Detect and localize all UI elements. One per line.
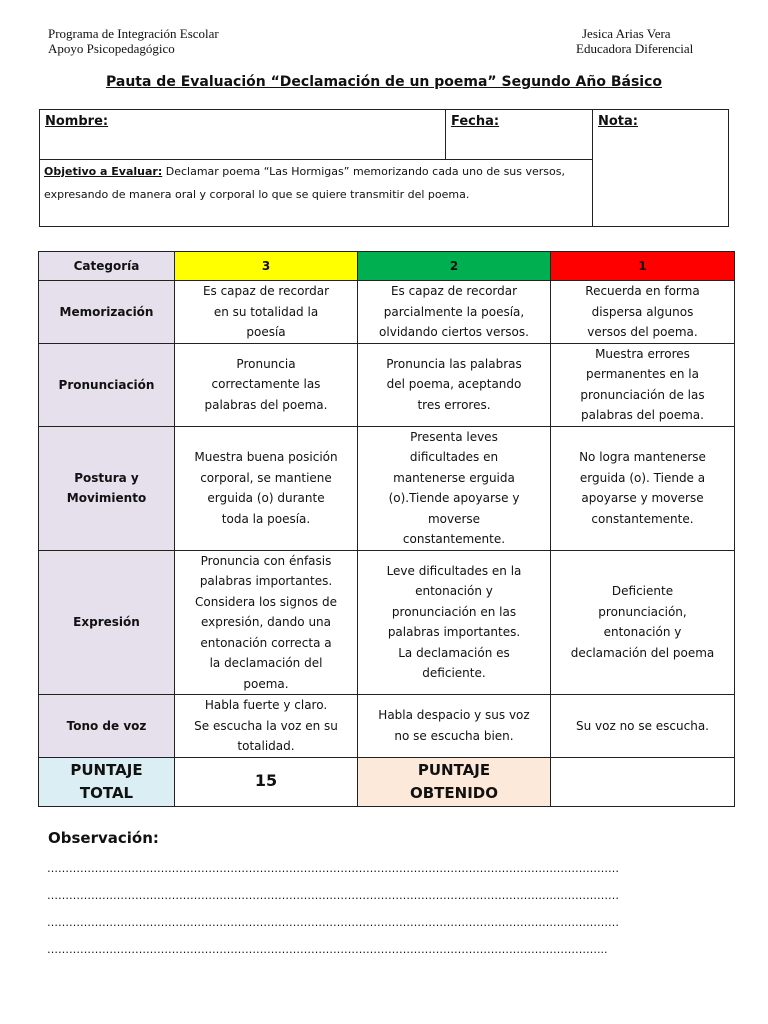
text-line: corporal, se mantiene (200, 470, 332, 485)
text-line: Postura y (74, 471, 139, 485)
pronunciacion-score-3 (175, 343, 358, 426)
nombre-field[interactable] (40, 110, 446, 160)
nota-field[interactable] (593, 110, 729, 227)
row-totals (39, 757, 735, 806)
text-line: apoyarse y moverse (581, 491, 704, 505)
header-categoria: Categoría (39, 252, 175, 281)
fecha-field[interactable] (446, 110, 593, 160)
text-line: erguida (o). Tiende a (579, 470, 706, 485)
tono-score-2 (358, 695, 551, 758)
text-line: palabras del poema. (204, 397, 328, 412)
text-line: constantemente. (591, 511, 694, 526)
program-name: Programa de Integración Escolar (48, 26, 219, 41)
text-line: OBTENIDO (409, 783, 498, 802)
row-memorizacion (39, 281, 735, 344)
text-line: Su voz no se escucha. (575, 718, 709, 733)
text-line: entonación correcta a (200, 635, 332, 650)
author-role: Educadora Diferencial (576, 41, 694, 56)
memorizacion-score-2 (358, 281, 551, 344)
text-line: Habla despacio y sus voz (378, 708, 530, 723)
text-line: del poema, aceptando (386, 377, 522, 392)
nombre-label: Nombre: (45, 114, 109, 129)
objective-label: Objetivo a Evaluar: (44, 165, 163, 178)
observacion-line-4[interactable]: ……………………………………………………………………………………………………………………………………... (47, 943, 608, 956)
category-memorizacion: Memorización (39, 281, 175, 344)
text-line: expresión, dando una (200, 615, 332, 629)
student-info-table (39, 109, 729, 227)
text-line: Pronuncia con énfasis (200, 553, 332, 568)
text-line: poema. (243, 676, 289, 691)
tono-score-3 (175, 695, 358, 758)
objective-text: Declamar poema “Las Hormigas” memorizando cada uno de sus versos, expresando de manera oral y corporal lo que se quiere transmitir del poema. (44, 165, 565, 201)
text-line: TOTAL (79, 783, 134, 802)
memorizacion-score-1 (551, 281, 735, 344)
text-line: pronunciación en las (391, 604, 517, 619)
text-line: palabras importantes. (199, 574, 333, 588)
text-line: dificultades en (409, 450, 499, 464)
category-postura (39, 426, 175, 550)
observacion-line-3[interactable]: ………………………………………………………………………………………………………………………………………… (47, 916, 619, 929)
text-line: erguida (o) durante (207, 491, 325, 505)
header-right (576, 26, 693, 56)
postura-score-3 (175, 426, 358, 550)
text-line: entonación y (415, 584, 493, 599)
text-line: Habla fuerte y claro. (204, 698, 328, 712)
postura-score-1 (551, 426, 735, 550)
text-line: Es capaz de recordar (390, 284, 518, 298)
text-line: Considera los signos de (195, 594, 337, 609)
observacion-line-1[interactable]: ………………………………………………………………………………………………………………………………………… (47, 862, 619, 875)
text-line: constantemente. (402, 532, 506, 546)
text-line: (o).Tiende apoyarse y (388, 491, 520, 505)
puntaje-obtenido-value[interactable] (551, 757, 735, 806)
text-line: Pronuncia (236, 356, 296, 371)
observacion-label: Observación: (48, 829, 159, 847)
text-line: mantenerse erguida (393, 470, 515, 485)
support-name: Apoyo Psicopedagógico (48, 41, 175, 56)
puntaje-obtenido-label (358, 757, 551, 806)
text-line: moverse (427, 511, 481, 526)
expresion-score-2 (358, 550, 551, 695)
expresion-score-1 (551, 550, 735, 695)
fecha-label: Fecha: (451, 114, 500, 129)
header-left (48, 26, 219, 56)
header-score-3: 3 (175, 252, 358, 281)
text-line: permanentes en la (585, 367, 699, 381)
text-line: palabras del poema. (581, 408, 704, 422)
text-line: pronunciación de las (580, 387, 705, 402)
rubric-table (38, 251, 735, 807)
text-line: Muestra errores (595, 346, 690, 361)
text-line: Recuerda en forma (585, 284, 700, 298)
text-line: deficiente. (422, 666, 486, 681)
category-expresion: Expresión (39, 550, 175, 695)
text-line: PUNTAJE (417, 760, 491, 779)
text-line: declamación del poema (570, 645, 715, 660)
text-line: Presenta leves (410, 429, 498, 444)
observacion-line-2[interactable]: ………………………………………………………………………………………………………………………………………… (47, 889, 619, 902)
text-line: poesía (246, 325, 286, 339)
tono-score-1 (551, 695, 735, 758)
text-line: No logra mantenerse (579, 450, 706, 464)
pronunciacion-score-2 (358, 343, 551, 426)
rubric-header-row (39, 252, 735, 281)
text-line: Deficiente (611, 584, 674, 599)
text-line: correctamente las (211, 377, 321, 392)
row-postura (39, 426, 735, 550)
category-tono: Tono de voz (39, 695, 175, 758)
nota-label: Nota: (598, 114, 638, 129)
text-line: Muestra buena posición (194, 450, 338, 464)
header-score-2: 2 (358, 252, 551, 281)
expresion-score-3 (175, 550, 358, 695)
text-line: Se escucha la voz en su (194, 718, 338, 733)
puntaje-total-label (39, 757, 175, 806)
category-pronunciacion: Pronunciación (39, 343, 175, 426)
header-score-1: 1 (551, 252, 735, 281)
memorizacion-score-3 (175, 281, 358, 344)
text-line: en su totalidad la (213, 304, 319, 319)
text-line: totalidad. (237, 739, 295, 753)
text-line: entonación y (603, 625, 682, 640)
text-line: la declamación del (209, 656, 323, 670)
page-title: Pauta de Evaluación “Declamación de un poema” Segundo Año Básico (105, 74, 662, 90)
text-line: La declamación es (398, 645, 510, 660)
text-line: Pronuncia las palabras (386, 356, 522, 371)
pronunciacion-score-1 (551, 343, 735, 426)
text-line: pronunciación, (598, 604, 687, 619)
text-line: no se escucha bien. (394, 728, 514, 743)
text-line: olvidando ciertos versos. (379, 325, 529, 339)
objective-cell (40, 160, 593, 227)
author-name: Jesica Arias Vera (582, 26, 671, 41)
text-line: Leve dificultades en la (386, 563, 522, 578)
text-line: versos del poema. (587, 325, 698, 339)
postura-score-2 (358, 426, 551, 550)
row-expresion (39, 550, 735, 695)
text-line: tres errores. (417, 397, 491, 412)
text-line: parcialmente la poesía, (383, 304, 525, 319)
text-line: Es capaz de recordar (202, 284, 330, 298)
row-tono (39, 695, 735, 758)
text-line: Movimiento (66, 491, 147, 505)
text-line: dispersa algunos (591, 304, 694, 319)
text-line: PUNTAJE (70, 760, 143, 779)
text-line: toda la poesía. (221, 511, 311, 526)
text-line: palabras importantes. (387, 625, 521, 640)
row-pronunciacion (39, 343, 735, 426)
puntaje-total-value: 15 (175, 757, 358, 806)
